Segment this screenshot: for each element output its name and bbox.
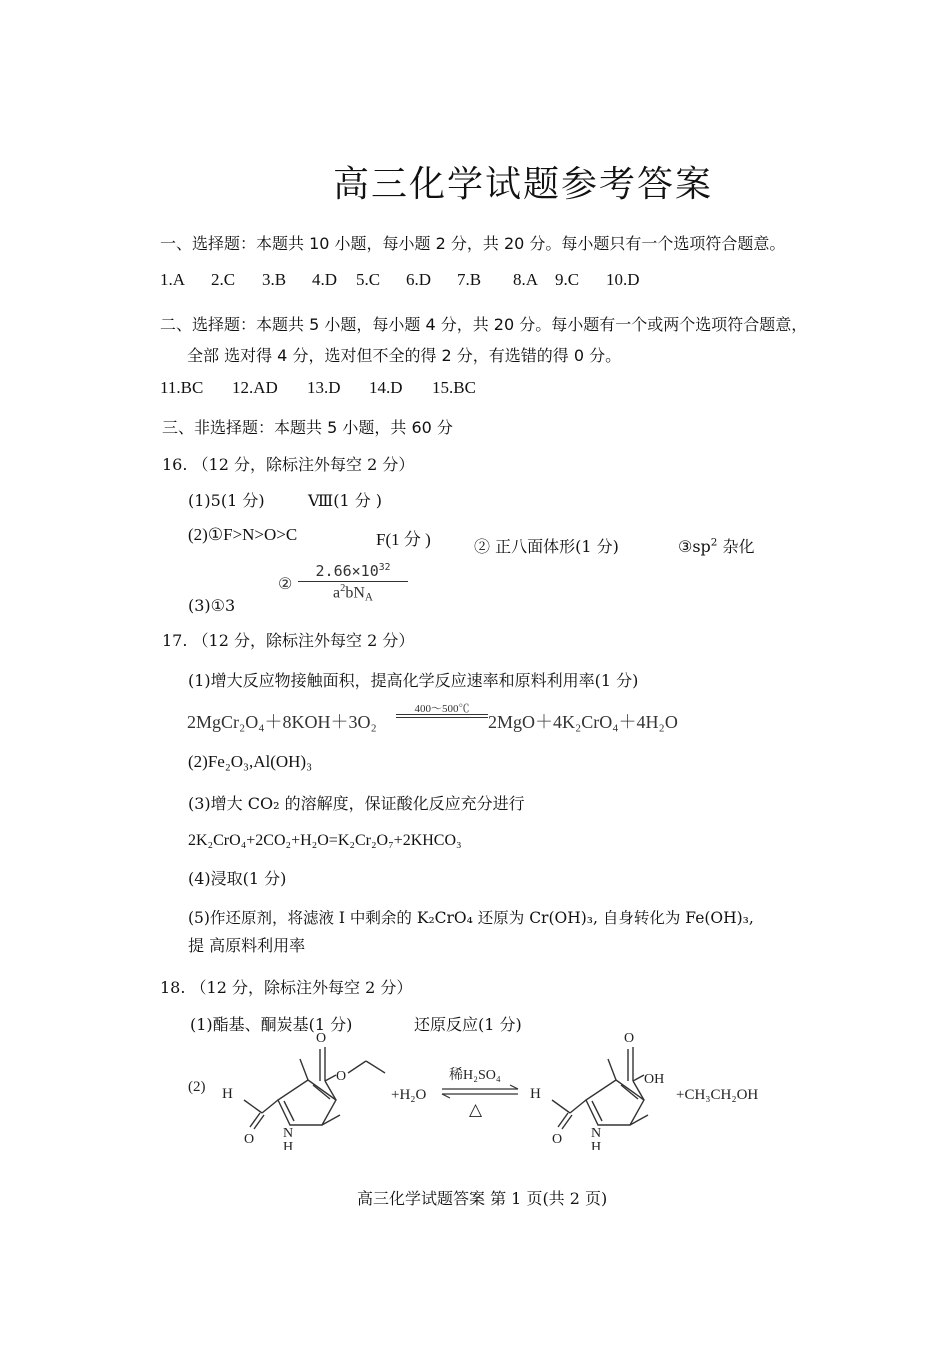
- section1-header: 一、选择题：本题共 10 小题，每小题 2 分，共 20 分。每小题只有一个选项符合题意。: [160, 234, 786, 253]
- answer-15: 15.BC: [432, 378, 476, 397]
- product-to-aldehyde: [570, 1100, 586, 1113]
- q16-part2-d-suffix: 杂化: [717, 537, 755, 556]
- product-aldehyde-H-bond: [552, 1100, 570, 1113]
- reactant-double-bond-1: [284, 1101, 294, 1121]
- q17-equation1-right: 2MgO＋4K₂CrO₄＋4H₂O: [488, 712, 678, 732]
- product-OH: OH: [644, 1072, 665, 1087]
- q16-part2-c: ② 正八面体形(1 分): [474, 537, 619, 556]
- reactant-to-aldehyde: [262, 1100, 278, 1113]
- q17-part3: (3)增大 CO₂ 的溶解度，保证酸化反应充分进行: [188, 794, 525, 813]
- q17-part5-line1: (5)作还原剂，将滤液 I 中剩余的 K₂CrO₄ 还原为 Cr(OH)₃, 自身转化为 Fe(OH)₃,: [188, 909, 754, 927]
- q16-part2-b: F(1 分 ): [376, 530, 431, 549]
- q17-part5-line2: 提 高原料利用率: [188, 936, 306, 955]
- q18-header: 18. （12 分，除标注外每空 2 分）: [160, 978, 413, 997]
- answer-2: 2.C: [211, 270, 236, 289]
- reactant-double-bond-2: [313, 1085, 330, 1099]
- reactant-N: N: [283, 1126, 294, 1141]
- product-double-bond-2: [621, 1085, 638, 1099]
- reactant-carbonyl-O: O: [316, 1031, 327, 1046]
- product-aldehyde-O: O: [552, 1132, 563, 1147]
- fraction-denominator: [298, 582, 408, 603]
- reactant-pyrrole-ring: [278, 1080, 336, 1125]
- reactant-aldehyde-H-bond: [244, 1100, 262, 1113]
- fraction-numerator: [298, 562, 408, 582]
- section3-header: 三、非选择题：本题共 5 小题，共 60 分: [162, 418, 453, 437]
- numerator-text: 2.66×10: [315, 562, 379, 580]
- product-aldehyde-CO-b: [562, 1115, 572, 1129]
- answer-3: 3.B: [262, 270, 287, 289]
- page-footer: 高三化学试题答案 第 1 页(共 2 页): [357, 1189, 608, 1208]
- answer-13: 13.D: [307, 378, 341, 397]
- answer-7: 7.B: [457, 270, 482, 289]
- den-b: bN: [345, 584, 365, 602]
- reactant-aldehyde-O: O: [244, 1132, 255, 1147]
- plus-ethanol: +CH₃CH₂OH: [676, 1087, 759, 1103]
- answer-10: 10.D: [606, 270, 640, 289]
- circle-number: ②: [278, 574, 293, 593]
- product-NH-H: H: [591, 1140, 602, 1150]
- reactant-aldehyde-H: H: [222, 1086, 233, 1102]
- den-a-exp: 2: [340, 583, 346, 594]
- answer-11: 11.BC: [160, 378, 204, 397]
- q16-part2-d-sup: 2: [710, 536, 718, 549]
- q17-part2: (2)Fe₂O₃,Al(OH)₃: [188, 752, 313, 771]
- q18-part1-b: 还原反应(1 分): [414, 1015, 522, 1034]
- q16-part1-a: (1)5(1 分): [188, 491, 265, 510]
- catalyst-label: 稀H₂SO₄: [449, 1068, 501, 1083]
- reactant-aldehyde-CO-a: [250, 1113, 260, 1127]
- q16-part2-d: [678, 534, 755, 557]
- answer-8: 8.A: [513, 270, 539, 289]
- q16-part2-d-prefix: ③sp: [678, 537, 711, 556]
- q18-part1-a: (1)酯基、酮炭基(1 分): [190, 1015, 353, 1034]
- product-pyrrole-ring: [586, 1080, 644, 1125]
- answer-4: 4.D: [312, 270, 338, 289]
- reactant-ethyl-2: [366, 1061, 385, 1073]
- product-N: N: [591, 1126, 602, 1141]
- answer-14: 14.D: [369, 378, 403, 397]
- reactant-aldehyde-CO-b: [254, 1115, 264, 1129]
- answer-9: 9.C: [555, 270, 580, 289]
- q17-equation1-left: 2MgCr₂O₄＋8KOH＋3O₂: [187, 712, 377, 732]
- q17-header: 17. （12 分，除标注外每空 2 分）: [162, 631, 415, 650]
- reactant-ethyl-1: [348, 1061, 366, 1073]
- q17-equation2: 2K₂CrO₄+2CO₂+H₂O=K₂Cr₂O₇+2KHCO₃: [188, 832, 462, 849]
- product-carbonyl-O: O: [624, 1031, 635, 1046]
- product-molecule: [530, 1031, 664, 1150]
- q16-part1-b: Ⅷ(1 分 ): [308, 491, 383, 510]
- q16-header: 16. （12 分，除标注外每空 2 分）: [162, 455, 415, 474]
- product-to-carboxyl: [633, 1081, 644, 1100]
- plus-water: +H₂O: [391, 1087, 427, 1103]
- section2-header-line2: 全部 选对得 4 分，选对但不全的得 2 分，有选错的得 0 分。: [187, 346, 622, 365]
- numerator-exponent: 32: [378, 562, 391, 573]
- product-aldehyde-H: H: [530, 1086, 541, 1102]
- q18-part2-label: (2): [188, 1079, 206, 1095]
- answer-6: 6.D: [406, 270, 432, 289]
- answer-5: 5.C: [356, 270, 381, 289]
- product-double-bond-1: [592, 1101, 602, 1121]
- den-a: a: [333, 584, 341, 602]
- reactant-NH-H: H: [283, 1140, 294, 1150]
- answer-12: 12.AD: [232, 378, 278, 397]
- q17-equation1-equals-sign: [396, 714, 488, 718]
- product-OH-bond: [633, 1075, 644, 1081]
- product-aldehyde-CO-a: [558, 1113, 568, 1127]
- q16-part3-a: (3)①3: [188, 596, 236, 615]
- reactant-to-carbonyl: [325, 1081, 336, 1100]
- page-title: 高三化学试题参考答案: [333, 164, 714, 205]
- q16-part2-a: (2)①F>N>O>C: [188, 525, 298, 544]
- reactant-ester-bond: [325, 1075, 336, 1081]
- den-sub: A: [364, 591, 373, 604]
- reactant-methyl-1: [300, 1059, 308, 1080]
- q17-part4: (4)浸取(1 分): [188, 869, 287, 888]
- q17-part1: (1)增大反应物接触面积，提高化学反应速率和原料利用率(1 分): [188, 671, 639, 690]
- heat-symbol: △: [469, 1100, 483, 1119]
- section2-header-line1: 二、选择题：本题共 5 小题，每小题 4 分，共 20 分。每小题有一个或两个选项符合题意，: [160, 315, 808, 334]
- q17-equation1-condition: 400～500℃: [414, 703, 470, 715]
- reactant-ester-O: O: [336, 1069, 347, 1084]
- reaction-arrow: [442, 1067, 518, 1119]
- q18-reaction-scheme: [180, 1025, 800, 1150]
- answer-1: 1.A: [160, 270, 186, 289]
- product-methyl-1: [608, 1059, 616, 1080]
- reactant-molecule: [222, 1031, 385, 1150]
